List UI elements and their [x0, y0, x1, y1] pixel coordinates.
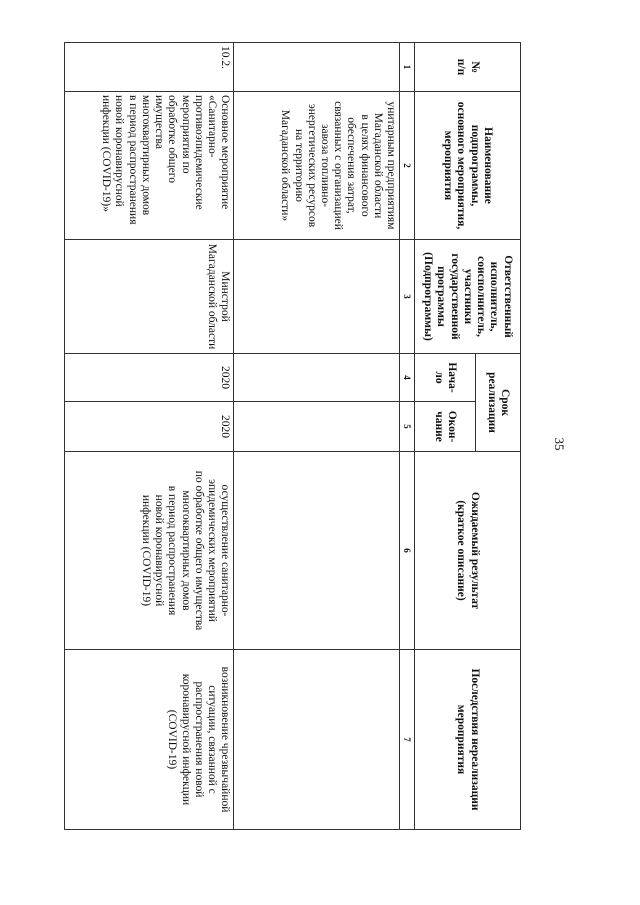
column-number: 3: [400, 240, 415, 354]
row-end: 2020: [65, 402, 234, 452]
column-number: 7: [400, 650, 415, 830]
column-number: 6: [400, 452, 415, 650]
page-number: 35: [552, 437, 567, 451]
header-start: Нача- ло: [414, 354, 476, 402]
row-executor: Минстрой Магаданской области: [65, 240, 234, 354]
header-name: Наименование подпрограммы, основного мероприятия, мероприятия: [414, 92, 520, 240]
column-number: 1: [400, 43, 415, 92]
row-number: [234, 43, 400, 92]
row-name: Основное мероприятие «Санитарно- противоэпидемические мероприятия по обработке общего имущества многоквартирных домов в период распространения новой коронавирусной инфекции (COVID-19)»: [65, 92, 234, 240]
header-result: Ожидаемый результат (краткое описание): [414, 452, 520, 650]
row-consequence: возникновение чрезвычайной ситуации, связанной с распространения новой коронавирусной инфекции (COVID-19): [65, 650, 234, 830]
header-row: [476, 43, 521, 830]
column-number: 5: [400, 402, 415, 452]
rotated-table-container: [64, 42, 521, 829]
header-end: Окон- чание: [414, 402, 476, 452]
row-start: 2020: [65, 354, 234, 402]
row-start: [234, 354, 400, 402]
header-executor: Ответственный исполнитель, соисполнитель, участники государственной программы (Подпрограммы): [414, 240, 520, 354]
column-number: 2: [400, 92, 415, 240]
table-row: [65, 43, 234, 830]
row-number: 10.2.: [65, 43, 234, 92]
program-measures-table: [64, 42, 521, 830]
row-executor: [234, 240, 400, 354]
column-number: 4: [400, 354, 415, 402]
row-result: осуществление санитарно- эпидемических мероприятий по обработке общего имущества многоквартирных домов в период распространения новой коронавирусной инфекции (COVID-19): [65, 452, 234, 650]
row-consequence: [234, 650, 400, 830]
header-number: № п/п: [414, 43, 520, 92]
header-period: Срок реализации: [476, 354, 521, 452]
column-number-row: [400, 43, 415, 830]
table-row: [234, 43, 400, 830]
row-name: унитарным предприятиям Магаданской области в целях финансового обеспечения затрат, связанных с организацией завоза топливно- энергетических ресурсов на территорию Магаданской области»: [234, 92, 400, 240]
row-end: [234, 402, 400, 452]
row-result: [234, 452, 400, 650]
header-consequence: Последствия нереализации мероприятия: [414, 650, 520, 830]
